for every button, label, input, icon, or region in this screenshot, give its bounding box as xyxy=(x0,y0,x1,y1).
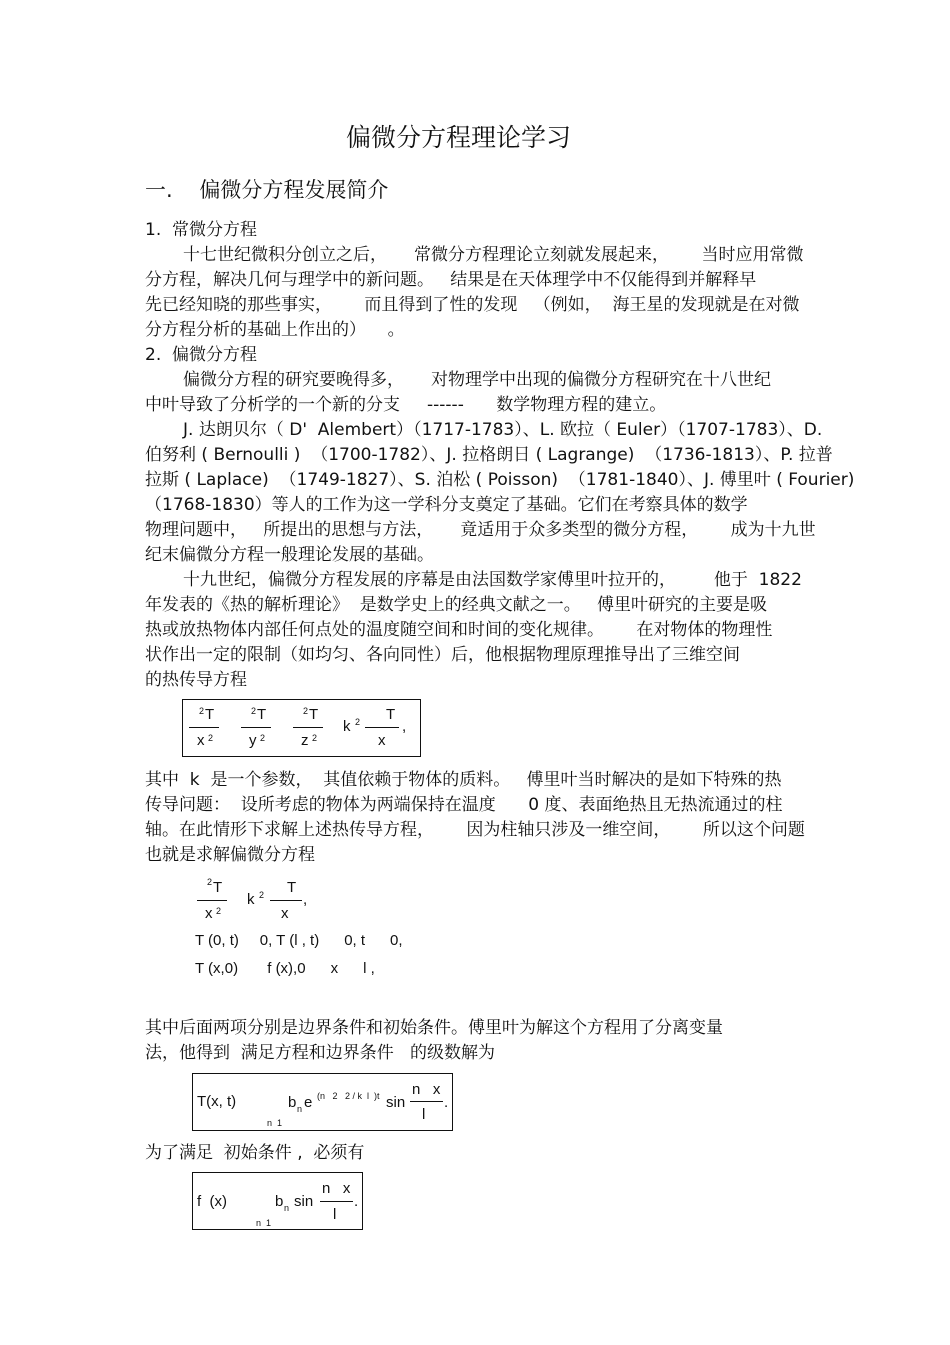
denominator: l xyxy=(333,1206,337,1223)
text-line: （1768-1830）等人的工作为这一学科分支奠定了基础。它们在考察具体的数学 xyxy=(145,495,748,515)
sum-index: n 1 xyxy=(267,1118,283,1128)
k-symbol: k xyxy=(247,891,255,908)
boundary-conditions: T (0, t) 0, T (l , t) 0, t 0, xyxy=(195,932,403,949)
text-line: 拉斯 ( Laplace) （1749-1827）、S. 泊松 ( Poisson) （1781-1840）、J. 傅里叶 ( Fourier) xyxy=(145,470,855,490)
exp-2: 2 xyxy=(216,906,222,916)
exp-2: 2 xyxy=(251,706,257,716)
b-subscript: n xyxy=(297,1104,303,1114)
period: . xyxy=(354,1193,359,1210)
exp-2: 2 xyxy=(208,733,214,743)
exponent: (n 2 2 / k l )t xyxy=(317,1091,380,1101)
exp-2: 2 xyxy=(303,706,309,716)
text-line: 传导问题： 设所考虑的物体为两端保持在温度 0 度、表面绝热且无热流通过的柱 xyxy=(145,795,783,815)
heat-equation-1d-problem xyxy=(195,874,455,984)
numerator: n x xyxy=(412,1081,441,1098)
text-line: 为了满足 初始条件 , 必须有 xyxy=(145,1143,365,1163)
text-line: 纪末偏微分方程一般理论发展的基础。 xyxy=(145,545,434,565)
page-title: 偏微分方程理论学习 xyxy=(346,123,572,152)
series-solution-box xyxy=(192,1073,453,1131)
lhs: T(x, t) xyxy=(197,1093,237,1110)
section-heading: 一. 偏微分方程发展简介 xyxy=(145,178,389,202)
denominator: y xyxy=(249,732,257,749)
initial-condition: T (x,0) f (x),0 x l , xyxy=(195,960,375,977)
text-line: 状作出一定的限制（如均匀、各向同性）后，他根据物理原理推导出了三维空间 xyxy=(145,645,740,665)
text-line: 偏微分方程的研究要晚得多， 对物理学中出现的偏微分方程研究在十八世纪 xyxy=(183,370,772,390)
text-line: 十七世纪微积分创立之后， 常微分方程理论立刻就发展起来， 当时应用常微 xyxy=(183,245,804,265)
exp-2: 2 xyxy=(259,890,265,900)
period: . xyxy=(444,1094,449,1111)
exp-2: 2 xyxy=(260,733,266,743)
comma: , xyxy=(402,718,407,735)
denominator: x xyxy=(197,732,205,749)
denominator: x xyxy=(205,905,213,922)
k-symbol: k xyxy=(343,718,351,735)
exp-2: 2 xyxy=(207,877,213,887)
text-line: 法，他得到 满足方程和边界条件 的级数解为 xyxy=(145,1043,496,1063)
text-line: 分方程，解决几何与理学中的新问题。 结果是在天体理学中不仅能得到并解释早 xyxy=(145,270,757,290)
text-line: 十九世纪，偏微分方程发展的序幕是由法国数学家傅里叶拉开的， 他于 1822 xyxy=(183,570,802,590)
text-line: 中叶导致了分析学的一个新的分支 ------ 数学物理方程的建立。 xyxy=(145,395,667,415)
numerator: T xyxy=(386,706,396,723)
exp-2: 2 xyxy=(312,733,318,743)
numerator: T xyxy=(205,706,215,723)
denominator: z xyxy=(301,732,309,749)
sin: sin xyxy=(294,1193,314,1210)
numerator: n x xyxy=(322,1180,351,1197)
numerator: T xyxy=(213,879,223,896)
sum-index: n 1 xyxy=(256,1218,272,1228)
text-line: 的热传导方程 xyxy=(145,670,247,690)
lhs: f (x) xyxy=(197,1193,227,1210)
numerator: T xyxy=(287,879,297,896)
text-line: 轴。在此情形下求解上述热传导方程， 因为柱轴只涉及一维空间， 所以这个问题 xyxy=(145,820,805,840)
subsection-1-label: 1. 常微分方程 xyxy=(145,220,258,240)
sin: sin xyxy=(386,1094,406,1111)
text-line: 伯努利 ( Bernoulli ) （1700-1782）、J. 拉格朗日 ( Lagrange) （1736-1813）、P. 拉普 xyxy=(145,445,833,465)
fourier-expansion-box xyxy=(192,1172,363,1230)
exp-2: 2 xyxy=(199,706,205,716)
b-subscript: n xyxy=(284,1203,290,1213)
text-line: 物理问题中， 所提出的思想与方法， 竟适用于众多类型的微分方程， 成为十九世 xyxy=(145,520,816,540)
text-line: 热或放热物体内部任何点处的温度随空间和时间的变化规律。 在对物体的物理性 xyxy=(145,620,773,640)
denominator: x xyxy=(281,905,289,922)
heat-equation-3d-box xyxy=(182,699,421,757)
denominator: l xyxy=(422,1106,426,1123)
comma: , xyxy=(303,891,308,908)
subsection-2-label: 2. 偏微分方程 xyxy=(145,345,258,365)
b-symbol: b xyxy=(275,1193,284,1210)
text-line: 其中后面两项分别是边界条件和初始条件。傅里叶为解这个方程用了分离变量 xyxy=(145,1018,723,1038)
text-line: 也就是求解偏微分方程 xyxy=(145,845,315,865)
text-line: 先已经知晓的那些事实， 而且得到了性的发现 （例如， 海王星的发现就是在对微 xyxy=(145,295,800,315)
b-symbol: b xyxy=(288,1094,297,1111)
text-line: 分方程分析的基础上作出的） 。 xyxy=(145,320,405,340)
exp-2: 2 xyxy=(355,717,361,727)
e-symbol: e xyxy=(304,1094,313,1111)
text-line: 年发表的《热的解析理论》 是数学史上的经典文献之一。 傅里叶研究的主要是吸 xyxy=(145,595,768,615)
text-line: J. 达朗贝尔（ D' Alembert）（1717-1783）、L. 欧拉（ Euler）（1707-1783）、D. xyxy=(183,420,823,440)
numerator: T xyxy=(257,706,267,723)
denominator: x xyxy=(378,732,386,749)
text-line: 其中 k 是一个参数， 其值依赖于物体的质料。 傅里叶当时解决的是如下特殊的热 xyxy=(145,770,782,790)
numerator: T xyxy=(309,706,319,723)
